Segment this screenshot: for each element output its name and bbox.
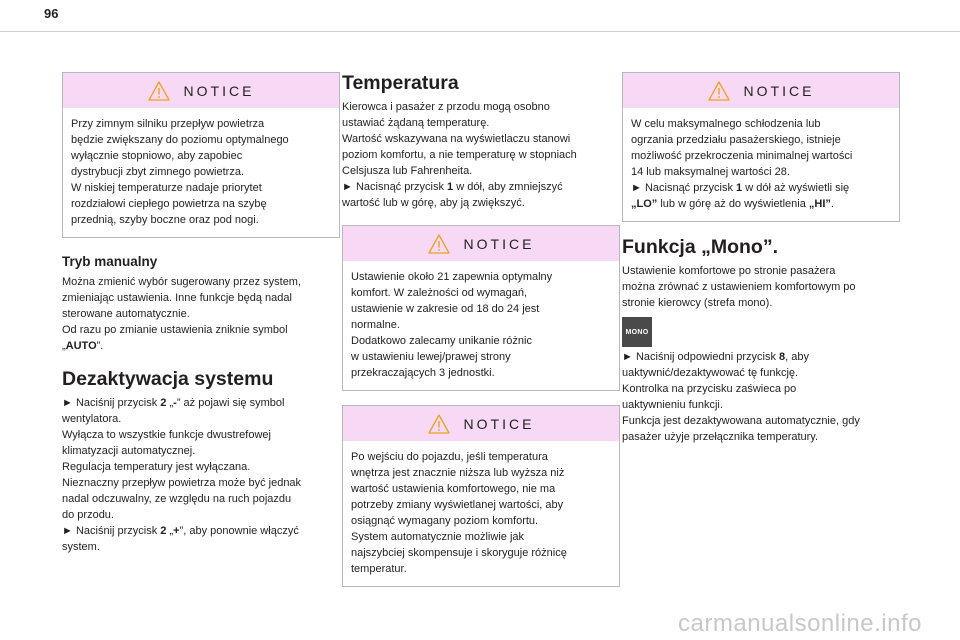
- auto-label: AUTO: [65, 340, 97, 352]
- column-2: [342, 72, 620, 601]
- paragraph-line: można zrównać z ustawieniem komfortowym po: [622, 281, 856, 293]
- paragraph-line: Można zmienić wybór sugerowany przez system,: [62, 276, 302, 288]
- mono-button-icon: [622, 317, 652, 347]
- paragraph-line: nadal odczuwalny, ze względu na ruch pojazdu: [62, 493, 292, 505]
- notice-line: przekraczających 3 jednostki.: [351, 367, 495, 379]
- section-heading-temperatura: Temperatura: [342, 72, 459, 94]
- paragraph-line: Wyłącza to wszystkie funkcje dwustrefowej: [62, 429, 271, 441]
- paragraph-line: Kontrolka na przycisku zaświeca po: [622, 383, 797, 395]
- step-line: ► Nacisnąć przycisk 1 w dół aż wyświetli się: [631, 182, 850, 194]
- step-line: ► Naciśnij odpowiedni przycisk 8, aby: [622, 351, 809, 363]
- notice-line: Ustawienie około 21 zapewnia optymalny: [351, 271, 553, 283]
- paragraph-line: do przodu.: [62, 509, 114, 521]
- paragraph-line: uaktywnić/dezaktywować tę funkcję.: [622, 367, 799, 379]
- notice-header: [343, 406, 619, 441]
- notice-line: komfort. W zależności od wymagań,: [351, 287, 528, 299]
- notice-line: będzie zwiększany do poziomu optymalnego: [71, 134, 289, 146]
- header-divider: [0, 31, 960, 32]
- paragraph-line: Celsjusza lub Fahrenheita.: [342, 165, 473, 177]
- mono-icon-label: MONO: [625, 328, 649, 336]
- paragraph-line: ustawiać żądaną temperaturę.: [342, 117, 490, 129]
- page-number: 96: [44, 6, 59, 21]
- warning-triangle-icon: [428, 414, 450, 434]
- paragraph-line: Kierowca i pasażer z przodu mogą osobno: [342, 101, 550, 113]
- paragraph-line: wartość lub w górę, aby ją zwiększyć.: [342, 197, 525, 209]
- section-heading-dezaktywacja: Dezaktywacja systemu: [62, 368, 274, 390]
- section-heading-tryb-manualny: Tryb manualny: [62, 254, 158, 269]
- section-heading-funkcja-mono: Funkcja „Mono”.: [622, 236, 778, 258]
- notice-line: najszybciej skompensuje i skoryguje różnicę: [351, 547, 567, 559]
- notice-line: rozdziałowi ciepłego powietrza na szybę: [71, 198, 267, 210]
- notice-line: w ustawieniu lewej/prawej strony: [351, 351, 511, 363]
- notice-title: NOTICE: [743, 82, 815, 99]
- notice-text: [623, 108, 899, 221]
- step-line: ► Naciśnij przycisk 2 „-” aż pojawi się symbol: [62, 397, 285, 409]
- paragraph-line: pasażer użyje przełącznika temperatury.: [622, 431, 819, 443]
- paragraph-line: Nieznaczny przepływ powietrza może być jednak: [62, 477, 302, 489]
- notice-line: normalne.: [351, 319, 400, 331]
- notice-line: możliwość przekroczenia minimalnej wartości: [631, 150, 853, 162]
- warning-triangle-icon: [428, 234, 450, 254]
- notice-line: wnętrza jest znacznie niższa lub wyższa niż: [351, 467, 565, 479]
- notice-line: Dodatkowo zalecamy unikanie różnic: [351, 335, 532, 347]
- notice-line: dystrybucji zbyt zimnego powietrza.: [71, 166, 245, 178]
- notice-line: wartość ustawienia komfortowego, nie ma: [351, 483, 556, 495]
- paragraph-line: sterowane automatycznie.: [62, 308, 190, 320]
- step-line: ► Naciśnij przycisk 2 „+”, aby ponownie włączyć: [62, 525, 299, 537]
- notice-title: NOTICE: [463, 235, 535, 252]
- watermark: carmanualsonline.info: [678, 610, 922, 637]
- paragraph-line: Wartość wskazywana na wyświetlaczu stanowi: [342, 133, 571, 145]
- notice-line: W niskiej temperaturze nadaje priorytet: [71, 182, 262, 194]
- notice-line: ustawienie w zakresie od 18 do 24 jest: [351, 303, 540, 315]
- paragraph-line: klimatyzacji automatycznej.: [62, 445, 196, 457]
- notice-line: temperatur.: [351, 563, 407, 575]
- column-3: [622, 72, 900, 445]
- notice-header: [63, 73, 339, 108]
- notice-title: NOTICE: [463, 415, 535, 432]
- notice-line: W celu maksymalnego schłodzenia lub: [631, 118, 821, 130]
- paragraph-line: uaktywnieniu funkcji.: [622, 399, 723, 411]
- notice-box: [342, 225, 620, 391]
- warning-triangle-icon: [708, 81, 730, 101]
- notice-line: Przy zimnym silniku przepływ powietrza: [71, 118, 265, 130]
- notice-line: „LO” lub w górę aż do wyświetlenia „HI”.: [631, 198, 834, 210]
- paragraph-line: wentylatora.: [62, 413, 122, 425]
- paragraph-line: „AUTO”.: [62, 340, 104, 352]
- notice-text: [343, 441, 619, 586]
- step-line: ► Nacisnąć przycisk 1 w dół, aby zmniejszyć: [342, 181, 563, 193]
- paragraph-line: Regulacja temperatury jest wyłączana.: [62, 461, 251, 473]
- notice-text: [63, 108, 339, 237]
- notice-line: 14 lub maksymalnej wartości 28.: [631, 166, 790, 178]
- notice-text: [343, 261, 619, 390]
- notice-line: wyłącznie stopniowo, aby zapobiec: [71, 150, 243, 162]
- notice-line: System automatycznie możliwie jak: [351, 531, 525, 543]
- warning-triangle-icon: [148, 81, 170, 101]
- notice-header: [343, 226, 619, 261]
- notice-box: [342, 405, 620, 587]
- paragraph-line: Funkcja jest dezaktywowana automatycznie, gdy: [622, 415, 860, 427]
- notice-line: ogrzania przedziału pasażerskiego, istnieje: [631, 134, 841, 146]
- paragraph-line: Ustawienie komfortowe po stronie pasażera: [622, 265, 836, 277]
- notice-line: Po wejściu do pojazdu, jeśli temperatura: [351, 451, 548, 463]
- notice-header: [623, 73, 899, 108]
- notice-line: potrzeby zmiany wyświetlanej wartości, aby: [351, 499, 564, 511]
- column-1: [62, 72, 340, 555]
- paragraph-line: Od razu po zmianie ustawienia zniknie symbol: [62, 324, 288, 336]
- notice-title: NOTICE: [183, 82, 255, 99]
- paragraph-line: zmieniając ustawienia. Inne funkcje będą nadal: [62, 292, 292, 304]
- notice-line: osiągnąć wymagany poziom komfortu.: [351, 515, 539, 527]
- notice-box: [62, 72, 340, 238]
- paragraph-line: system.: [62, 541, 100, 553]
- notice-box: [622, 72, 900, 222]
- notice-line: przednią, szyby boczne oraz pod nogi.: [71, 214, 259, 226]
- paragraph-line: poziom komfortu, a nie temperaturę w stopniach: [342, 149, 577, 161]
- paragraph-line: stronie kierowcy (strefa mono).: [622, 297, 773, 309]
